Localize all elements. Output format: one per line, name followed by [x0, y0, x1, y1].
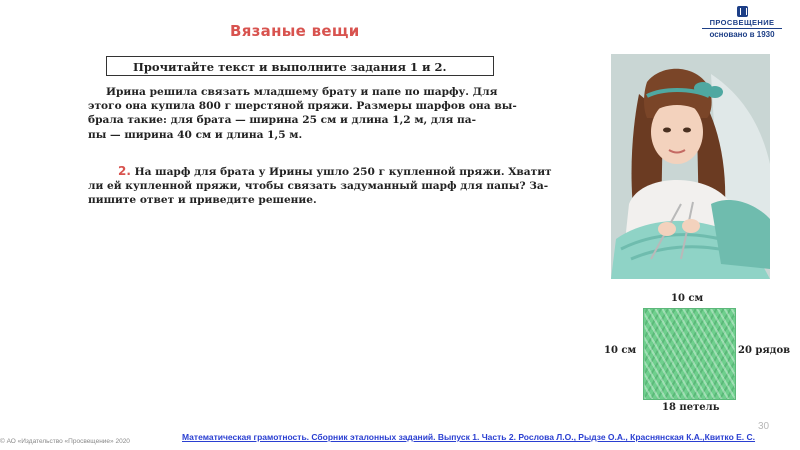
publisher-emblem-icon — [737, 6, 748, 17]
swatch-bottom-label: 18 петель — [662, 402, 720, 413]
paragraph-line: брала такие: для брата — ширина 25 см и длина 1,2 м, для па- — [88, 114, 476, 127]
copyright-notice: © АО «Издательство «Просвещение» 2020 — [0, 438, 130, 445]
photo-illustration — [611, 54, 770, 279]
knitted-swatch — [643, 308, 736, 400]
page-title: Вязаные вещи — [230, 22, 360, 40]
swatch-right-label: 20 рядов — [738, 345, 791, 356]
page-number: 30 — [758, 421, 770, 432]
question-line: ли ей купленной пряжи, чтобы связать задуманный шарф для папы? За- — [88, 180, 549, 193]
paragraph-line: Ирина решила связать младшему брату и папе по шарфу. Для — [106, 86, 498, 98]
paragraph-line: этого она купила 800 г шерстяной пряжи. Размеры шарфов она вы- — [88, 100, 517, 113]
question-line: пишите ответ и приведите решение. — [88, 194, 317, 207]
question-2 — [88, 164, 552, 208]
girl-knitting-photo — [611, 54, 770, 279]
logo-subtitle: основано в 1930 — [709, 30, 775, 39]
publisher-logo — [702, 6, 782, 39]
swatch-left-label: 10 см — [604, 345, 637, 356]
knitting-swatch-diagram — [600, 292, 795, 417]
swatch-top-label: 10 см — [671, 293, 704, 304]
question-line: На шарф для брата у Ирины ушло 250 г купленной пряжи. Хватит — [134, 166, 552, 178]
question-number: 2. — [118, 164, 131, 178]
logo-name: ПРОСВЕЩЕНИЕ — [702, 18, 782, 29]
task-instruction-box: Прочитайте текст и выполните задания 1 и 2. — [106, 56, 494, 76]
task-paragraph — [88, 85, 517, 142]
paragraph-line: пы — ширина 40 см и длина 1,5 м. — [88, 128, 303, 141]
source-link[interactable]: Математическая грамотность. Сборник эталонных заданий. Выпуск 1. Часть 2. Рослова Л.О., Рыдзе О.А., Краснянская К.А.,Квитко Е. С. — [182, 432, 756, 442]
